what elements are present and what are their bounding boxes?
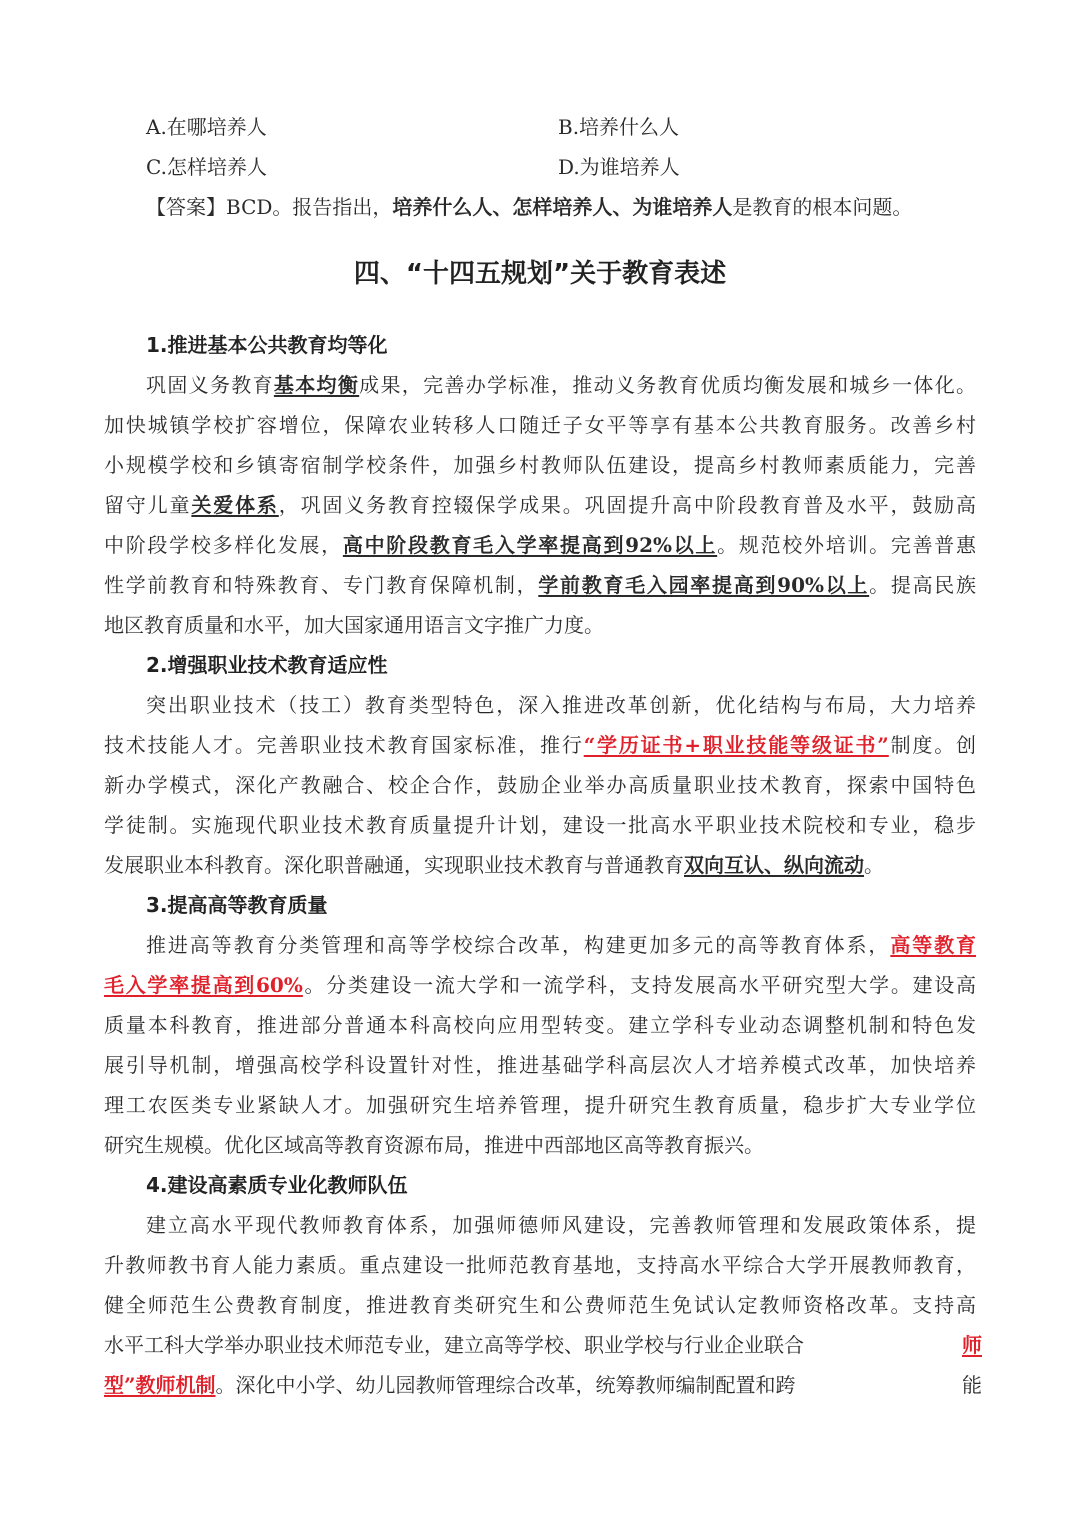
section2-line3: 新办学模式，深化产教融合、校企合作，鼓励企业举办高质量职业技术教育，探索中国特色 — [104, 773, 976, 797]
option-d: D.为谁培养人 — [558, 155, 680, 179]
section1-line7: 地区教育质量和水平，加大国家通用语言文字推广力度。 — [104, 613, 604, 637]
section4-title: 4.建设高素质专业化教师队伍 — [146, 1173, 408, 1197]
section3-line6: 研究生规模。优化区域高等教育资源布局，推进中西部地区高等教育振兴。 — [104, 1133, 764, 1157]
answer-line: 【答案】BCD。报告指出，培养什么人、怎样培养人、为谁培养人是教育的根本问题。 — [146, 195, 913, 219]
section4-line1: 建立高水平现代教师教育体系，加强师德师风建设，完善教师管理和发展政策体系，提 — [146, 1213, 976, 1237]
section3-line1: 推进高等教育分类管理和高等学校综合改革，构建更加多元的高等教育体系，高等教育 — [146, 933, 977, 957]
option-a: A.在哪培养人 — [146, 115, 267, 139]
section4-line5-edge: 能 — [962, 1373, 982, 1397]
section1-line4: 留守儿童关爱体系，巩固义务教育控辍保学成果。巩固提升高中阶段教育普及水平，鼓励高 — [104, 493, 977, 517]
section1-line1: 巩固义务教育基本均衡成果，完善办学标准，推动义务教育优质均衡发展和城乡一体化。 — [146, 373, 977, 397]
section1-title: 1.推进基本公共教育均等化 — [146, 333, 388, 357]
option-b: B.培养什么人 — [558, 115, 680, 139]
section2-line4: 学徒制。实施现代职业技术教育质量提升计划，建设一批高水平职业技术院校和专业，稳步 — [104, 813, 976, 837]
section3-title: 3.提高高等教育质量 — [146, 893, 328, 917]
section-heading: 四、“十四五规划”关于教育表述 — [353, 259, 727, 289]
option-c: C.怎样培养人 — [146, 155, 267, 179]
section2-title: 2.增强职业技术教育适应性 — [146, 653, 388, 677]
section4-line4: 水平工科大学举办职业技术师范专业，建立高等学校、职业学校与行业企业联合 — [104, 1333, 804, 1357]
section4-line5: 型”教师机制。深化中小学、幼儿园教师管理综合改革，统筹教师编制配置和跨 — [104, 1373, 796, 1397]
section2-line1: 突出职业技术（技工）教育类型特色，深入推进改革创新，优化结构与布局，大力培养 — [146, 693, 976, 717]
section2-line5: 发展职业本科教育。深化职普融通，实现职业技术教育与普通教育双向互认、纵向流动。 — [104, 853, 884, 877]
section3-line2: 毛入学率提高到60%。分类建设一流大学和一流学科，支持发展高水平研究型大学。建设高 — [104, 973, 976, 997]
section3-line3: 质量本科教育，推进部分普通本科高校向应用型转变。建立学科专业动态调整机制和特色发 — [104, 1013, 976, 1037]
section3-line5: 理工农医类专业紧缺人才。加强研究生培养管理，提升研究生教育质量，稳步扩大专业学位 — [104, 1093, 976, 1117]
section4-line4-edge: 师 — [962, 1333, 982, 1357]
section1-line5: 中阶段学校多样化发展，高中阶段教育毛入学率提高到92%以上。规范校外培训。完善普惠 — [104, 533, 977, 557]
section1-line3: 小规模学校和乡镇寄宿制学校条件，加强乡村教师队伍建设，提高乡村教师素质能力，完善 — [104, 453, 976, 477]
section1-line6: 性学前教育和特殊教育、专门教育保障机制，学前教育毛入园率提高到90%以上。提高民族 — [104, 573, 976, 597]
watermark-overlay — [880, 1322, 970, 1362]
section2-line2: 技术技能人才。完善职业技术教育国家标准，推行“学历证书+职业技能等级证书”制度。创 — [104, 733, 977, 757]
section3-line4: 展引导机制，增强高校学科设置针对性，推进基础学科高层次人才培养模式改革，加快培养 — [104, 1053, 976, 1077]
section1-line2: 加快城镇学校扩容增位，保障农业转移人口随迁子女平等享有基本公共教育服务。改善乡村 — [104, 413, 976, 437]
section4-line2: 升教师教书育人能力素质。重点建设一批师范教育基地，支持高水平综合大学开展教师教育， — [104, 1253, 976, 1277]
section4-line3: 健全师范生公费教育制度，推进教育类研究生和公费师范生免试认定教师资格改革。支持高 — [104, 1293, 976, 1317]
